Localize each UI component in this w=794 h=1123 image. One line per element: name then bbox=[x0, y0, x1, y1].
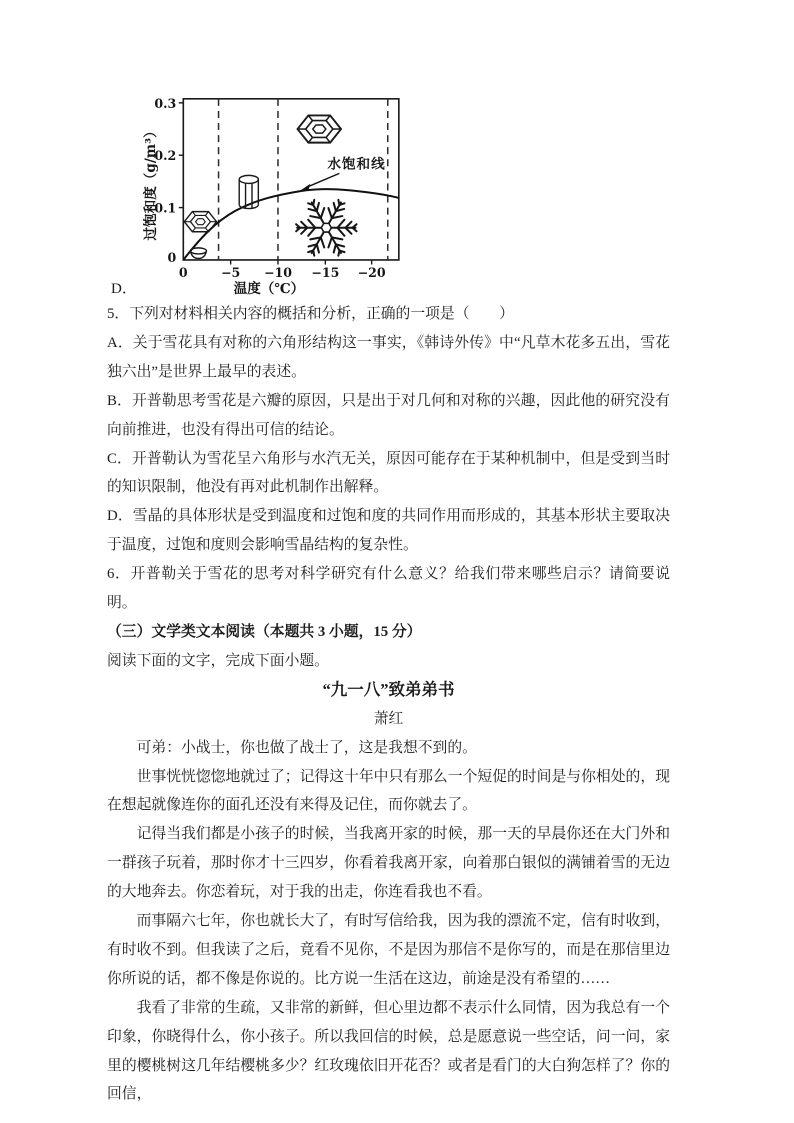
letter-author: 萧红 bbox=[373, 710, 404, 727]
option-a: A．关于雪花具有对称的六角形结构这一事实，《韩诗外传》中“凡草木花多五出，雪花独六出”是世界上最早的表述。 bbox=[107, 334, 670, 380]
letter-paragraph: 我看了非常的生疏，又非常的新鲜，但心里边都不表示什么同情，因为我总有一个印象，你晓得什么，你小孩子。所以我回信的时候，总是愿意说一些空话，问一问，家里的樱桃树这几年结樱桃多少？红玫瑰依旧开花否？或者是看门的大白狗怎样了？你的回信， bbox=[107, 999, 670, 1103]
y-axis-label: 过饱和度（g/m³） bbox=[143, 124, 160, 241]
letter-paragraph: 可弟：小战士，你也做了战士了，这是我想不到的。 bbox=[136, 739, 477, 756]
y-tick-label: 0.3 bbox=[154, 95, 177, 111]
x-tick-label: −5 bbox=[220, 265, 241, 281]
y-tick-label: 0.2 bbox=[154, 148, 177, 164]
x-tick-label: 0 bbox=[178, 265, 188, 281]
question-6: 6．开普勒关于雪花的思考对科学研究有什么意义？给我们带来哪些启示？请简要说明。 bbox=[107, 566, 670, 612]
letter-paragraph: 而事隔六七年，你也就长大了，有时写信给我，因为我的漂流不定，信有时收到，有时收不到。但我读了之后，竟看不见你，不是因为那信不是你写的，而是在那信里边你所说的话，都不像是你说的。比方说一生活在这边，前途是没有希望的…… bbox=[107, 913, 670, 987]
y-tick-label: 0 bbox=[167, 249, 177, 265]
dendrite-snowflake-icon bbox=[296, 198, 356, 258]
hexagonal-plate-small-icon bbox=[184, 212, 216, 232]
option-c: C．开普勒认为雪花呈六角形与水汽无关，原因可能存在于某种机制中，但是受到当时的知识限制，他没有再对此机制作出解释。 bbox=[107, 450, 670, 496]
option-d: D．雪晶的具体形状是受到温度和过饱和度的共同作用而形成的，其基本形状主要取决于温度，过饱和度则会影响雪晶结构的复杂性。 bbox=[107, 508, 670, 554]
section-heading: （三）文学类文本阅读（本题共 3 小题，15 分） bbox=[107, 623, 422, 640]
plot-area-border bbox=[183, 99, 399, 260]
letter-paragraph: 世事恍恍惚惚地就过了；记得这十年中只有那么一个短促的时间是与你相处的，现在想起就像连你的面孔还没有来得及记住，而你就去了。 bbox=[107, 768, 670, 814]
snow-crystal-chart bbox=[140, 86, 422, 304]
question-5-stem: 5．下列对材料相关内容的概括和分析，正确的一项是（ ） bbox=[107, 306, 514, 322]
water-saturation-curve bbox=[183, 189, 399, 260]
x-tick-label: −10 bbox=[263, 265, 293, 281]
x-tick-label: −20 bbox=[357, 265, 386, 281]
x-axis-label: 温度（℃） bbox=[233, 281, 305, 298]
y-tick-label: 0.1 bbox=[154, 200, 177, 216]
hexagonal-plate-large-icon bbox=[298, 115, 342, 142]
option-d-label: D． bbox=[111, 281, 137, 297]
curve-label: 水饱和线 bbox=[327, 156, 386, 173]
document-body bbox=[107, 300, 670, 1109]
x-tick-label: −15 bbox=[311, 265, 340, 281]
letter-title: “九一八”致弟弟书 bbox=[322, 679, 455, 699]
letter-paragraph: 记得当我们都是小孩子的时候，当我离开家的时候，那一天的早晨你还在大门外和一群孩子玩着，那时你才十三四岁，你看着我离开家，向着那白银似的满铺着雪的无边的大地奔去。你恋着玩，对于我的出走，你连看我也不看。 bbox=[107, 826, 670, 901]
cup-crystal-icon bbox=[190, 248, 206, 259]
reading-instruction: 阅读下面的文字，完成下面小题。 bbox=[107, 652, 329, 669]
curve-annotation-arrow bbox=[301, 173, 339, 191]
option-b: B．开普勒思考雪花是六瓣的原因，只是出于对几何和对称的兴趣，因此他的研究没有向前推进，也没有得出可信的结论。 bbox=[107, 392, 670, 438]
